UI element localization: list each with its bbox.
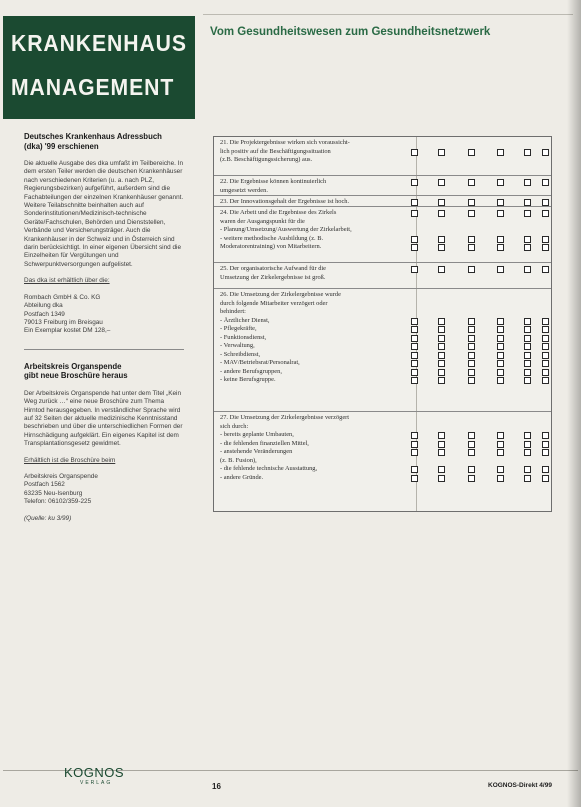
answer-checkbox[interactable]	[497, 266, 504, 273]
answer-checkbox[interactable]	[468, 266, 475, 273]
answer-checkbox[interactable]	[468, 441, 475, 448]
answer-checkbox[interactable]	[411, 326, 418, 333]
answer-checkbox[interactable]	[468, 475, 475, 482]
article1-order-label: Das dka ist erhältlich über die:	[24, 277, 110, 285]
answer-checkbox[interactable]	[411, 360, 418, 367]
question-text	[220, 209, 396, 252]
source-note: (Quelle: ku 3/99)	[24, 514, 72, 522]
answer-checkbox[interactable]	[542, 441, 549, 448]
question-row	[214, 411, 551, 512]
article1-address	[24, 294, 184, 336]
question-line: 23. Der Innovationsgehalt der Ergebnisse ist hoch.	[220, 198, 350, 205]
answer-checkbox[interactable]	[468, 432, 475, 439]
header-title: Vom Gesundheitswesen zum Gesundheitsnetzwerk	[210, 26, 491, 38]
question-line: durch folgende Mitarbeiter verzögert oder	[220, 299, 328, 307]
answer-checkbox[interactable]	[497, 335, 504, 342]
question-line: - Funktionsdienst,	[220, 333, 267, 341]
answer-checkbox[interactable]	[542, 335, 549, 342]
article2-body: Der Arbeitskreis Organspende hat unter dem Titel „Kein Weg zurück …“ eine neue Broschüre zum Thema Hirntod herausgegeben. In verständlicher Sprache wird auf 32 Seiten der aktuelle medizinische Kenntnisstand beschrieben und über die unterschiedlichen Formen der Hirnschädigung aufgeklärt. Ein eigenes Kapitel ist dem Transplantationsgesetz gewidmet.	[24, 389, 183, 448]
article2-order-label: Erhältlich ist die Broschüre beim	[24, 456, 116, 464]
answer-checkbox[interactable]	[438, 449, 445, 456]
article1-title-line1: Deutsches Krankenhaus Adressbuch	[24, 132, 162, 141]
question-line: (z.B. Beschäftigungssicherung) aus.	[220, 156, 313, 163]
answer-checkbox[interactable]	[497, 441, 504, 448]
issue-label: KOGNOS-Direkt 4/99	[488, 782, 552, 789]
question-line: Moderatorentraining) von Mitarbeitern.	[220, 243, 322, 250]
answer-checkbox[interactable]	[438, 352, 445, 359]
address-line: 79013 Freiburg im Breisgau	[24, 318, 103, 326]
question-line: 27. Die Umsetzung der Zirkelergebnisse verzögert	[220, 414, 350, 421]
answer-checkbox[interactable]	[468, 318, 475, 325]
answer-checkbox[interactable]	[411, 475, 418, 482]
answer-checkbox[interactable]	[542, 475, 549, 482]
answer-checkbox[interactable]	[542, 266, 549, 273]
answer-checkbox[interactable]	[542, 210, 549, 217]
answer-checkbox[interactable]	[497, 343, 504, 350]
question-text	[220, 291, 396, 385]
phone-line: Telefon: 06102/359-225	[24, 498, 92, 506]
question-line: - weitere methodische Ausbildung (z. B.	[220, 234, 324, 242]
answer-checkbox[interactable]	[542, 369, 549, 376]
question-line: waren der Ausgangspunkt für die	[220, 217, 305, 225]
answer-checkbox[interactable]	[524, 466, 531, 473]
header-rule	[203, 14, 573, 15]
question-text	[220, 139, 396, 165]
answer-checkbox[interactable]	[497, 377, 504, 384]
publisher-logo-sub: VERLAG	[80, 780, 113, 786]
answer-checkbox[interactable]	[542, 326, 549, 333]
page-number: 16	[212, 782, 221, 791]
address-line: Arbeitskreis Organspende	[24, 472, 98, 480]
article1-body: Die aktuelle Ausgabe des dka umfaßt im Teilbereiche. In dem ersten Teiler werden die deutschen Krankenhäuser nach verschiedenen Kriterien (u. a. nach PLZ, Regierungsbezirken) aufgeführt, außerdem sind die Fachabteilungen der einzelnen Krankenhäuser genannt. Weitere Teilabschnitte beinhalten auch auf Sonderinstitutionen/Medizinisch-technische Geräte/Fachschulen, Behörden und Dienststellen, Verbände und Versicherungsträger. Auch die Krankenhäuser in der Schweiz und in Österreich sind darin berücksichtigt. In einer eigenen Übersicht sind die Einzelheiten für Vergütungen und Schwerpunktversorgungen aufgelistet.	[24, 160, 184, 268]
answer-checkbox[interactable]	[524, 199, 531, 206]
address-line: Abteilung dka	[24, 302, 63, 310]
answer-checkbox[interactable]	[438, 432, 445, 439]
answer-checkbox[interactable]	[497, 318, 504, 325]
article2-address	[24, 473, 184, 507]
question-row	[214, 288, 551, 412]
answer-checkbox[interactable]	[497, 466, 504, 473]
answer-checkbox[interactable]	[497, 360, 504, 367]
answer-checkbox[interactable]	[468, 236, 475, 243]
answer-checkbox[interactable]	[524, 326, 531, 333]
question-text	[220, 265, 396, 282]
question-line: 22. Die Ergebnisse können kontinuierlich	[220, 178, 327, 185]
answer-checkbox[interactable]	[438, 236, 445, 243]
question-line: - bereits geplante Umbauten,	[220, 431, 294, 438]
answer-checkbox[interactable]	[497, 236, 504, 243]
answer-checkbox[interactable]	[468, 352, 475, 359]
answer-checkbox[interactable]	[542, 199, 549, 206]
answer-checkbox[interactable]	[411, 149, 418, 156]
answer-checkbox[interactable]	[438, 343, 445, 350]
answer-checkbox[interactable]	[497, 199, 504, 206]
left-column	[24, 132, 184, 523]
answer-checkbox[interactable]	[524, 236, 531, 243]
article1-title	[24, 132, 184, 151]
answer-checkbox[interactable]	[411, 179, 418, 186]
answer-checkbox[interactable]	[411, 377, 418, 384]
answer-checkbox[interactable]	[468, 343, 475, 350]
question-text	[220, 178, 396, 195]
answer-checkbox[interactable]	[497, 210, 504, 217]
answer-checkbox[interactable]	[524, 179, 531, 186]
answer-checkbox[interactable]	[542, 360, 549, 367]
question-row	[214, 262, 551, 289]
question-line: behindert:	[220, 308, 246, 315]
article1-title-line2: (dka) '99 erschienen	[24, 141, 99, 151]
answer-checkbox[interactable]	[438, 335, 445, 342]
answer-checkbox[interactable]	[438, 318, 445, 325]
answer-checkbox[interactable]	[524, 210, 531, 217]
question-line: - andere Gründe.	[220, 473, 264, 481]
answer-checkbox[interactable]	[524, 318, 531, 325]
answer-checkbox[interactable]	[411, 318, 418, 325]
question-line: - die fehlenden finanziellen Mittel,	[220, 439, 309, 447]
question-line: - keine Berufsgruppe.	[220, 376, 276, 383]
answer-checkbox[interactable]	[468, 179, 475, 186]
answer-checkbox[interactable]	[468, 244, 475, 251]
address-line: Postfach 1349	[24, 310, 65, 318]
address-line: 63235 Neu-Isenburg	[24, 489, 83, 497]
answer-checkbox[interactable]	[524, 244, 531, 251]
answer-checkbox[interactable]	[411, 199, 418, 206]
price-line: Ein Exemplar kostet DM 128,–	[24, 327, 111, 335]
question-line: sich durch:	[220, 422, 249, 430]
answer-checkbox[interactable]	[497, 449, 504, 456]
answer-checkbox[interactable]	[497, 326, 504, 333]
answer-checkbox[interactable]	[542, 377, 549, 384]
answer-checkbox[interactable]	[524, 449, 531, 456]
answer-checkbox[interactable]	[497, 475, 504, 482]
address-line: Postfach 1562	[24, 481, 65, 489]
answer-checkbox[interactable]	[411, 369, 418, 376]
answer-checkbox[interactable]	[411, 343, 418, 350]
question-line: - anstehende Veränderungen	[220, 448, 293, 455]
question-line: - Pflegekräfte,	[220, 325, 257, 332]
answer-checkbox[interactable]	[438, 369, 445, 376]
answer-checkbox[interactable]	[468, 326, 475, 333]
answer-checkbox[interactable]	[438, 266, 445, 273]
question-text	[220, 414, 396, 482]
publisher-logo: KOGNOS	[64, 765, 125, 780]
question-line: 25. Der organisatorische Aufwand für die	[220, 265, 327, 272]
article2-title	[24, 362, 184, 381]
answer-checkbox[interactable]	[468, 335, 475, 342]
answer-checkbox[interactable]	[411, 432, 418, 439]
answer-checkbox[interactable]	[438, 244, 445, 251]
answer-checkbox[interactable]	[524, 441, 531, 448]
answer-checkbox[interactable]	[524, 369, 531, 376]
answer-checkbox[interactable]	[468, 377, 475, 384]
article-separator	[24, 349, 184, 350]
answer-checkbox[interactable]	[468, 466, 475, 473]
answer-checkbox[interactable]	[542, 236, 549, 243]
answer-checkbox[interactable]	[542, 318, 549, 325]
question-line: 24. Die Arbeit und die Ergebnisse des Zirkels	[220, 209, 337, 216]
answer-checkbox[interactable]	[542, 149, 549, 156]
answer-checkbox[interactable]	[468, 369, 475, 376]
answer-checkbox[interactable]	[497, 432, 504, 439]
answer-checkbox[interactable]	[468, 149, 475, 156]
question-row	[214, 137, 551, 175]
question-line: - die fehlende technische Ausstattung,	[220, 465, 318, 472]
answer-checkbox[interactable]	[438, 149, 445, 156]
questionnaire-table	[213, 136, 552, 512]
answer-checkbox[interactable]	[542, 449, 549, 456]
answer-checkbox[interactable]	[524, 149, 531, 156]
question-line: (z. B. Fusion),	[220, 456, 257, 464]
question-row	[214, 175, 551, 196]
answer-checkbox[interactable]	[438, 377, 445, 384]
article2-title-line1: Arbeitskreis Organspende	[24, 361, 122, 371]
answer-checkbox[interactable]	[524, 360, 531, 367]
answer-checkbox[interactable]	[411, 210, 418, 217]
answer-checkbox[interactable]	[497, 369, 504, 376]
answer-checkbox[interactable]	[468, 360, 475, 367]
answer-checkbox[interactable]	[411, 236, 418, 243]
answer-checkbox[interactable]	[438, 441, 445, 448]
answer-checkbox[interactable]	[468, 449, 475, 456]
answer-checkbox[interactable]	[542, 466, 549, 473]
question-line: - Verwaltung,	[220, 342, 255, 349]
answer-checkbox[interactable]	[468, 199, 475, 206]
answer-checkbox[interactable]	[411, 244, 418, 251]
question-line: Umsetzung der Zirkelergebnisse ist groß.	[220, 273, 326, 281]
answer-checkbox[interactable]	[411, 266, 418, 273]
question-line: - Planung/Umsetzung/Auswertung der Zirkelarbeit,	[220, 226, 352, 233]
question-line: - andere Berufsgruppen,	[220, 367, 282, 375]
answer-checkbox[interactable]	[497, 352, 504, 359]
answer-checkbox[interactable]	[524, 343, 531, 350]
answer-checkbox[interactable]	[542, 352, 549, 359]
answer-checkbox[interactable]	[542, 432, 549, 439]
answer-checkbox[interactable]	[524, 475, 531, 482]
answer-checkbox[interactable]	[542, 179, 549, 186]
question-line: - MAV/Betriebsrat/Personalrat,	[220, 359, 300, 366]
answer-checkbox[interactable]	[411, 335, 418, 342]
answer-checkbox[interactable]	[411, 352, 418, 359]
answer-checkbox[interactable]	[411, 449, 418, 456]
address-line: Rombach GmbH & Co. KG	[24, 293, 101, 301]
answer-checkbox[interactable]	[438, 210, 445, 217]
page-shadow	[567, 0, 581, 807]
question-line: umgesetzt werden.	[220, 186, 268, 194]
question-line: - Ärztlicher Dienst,	[220, 316, 270, 324]
article2-title-line2: gibt neue Broschüre heraus	[24, 371, 128, 381]
answer-checkbox[interactable]	[524, 335, 531, 342]
answer-checkbox[interactable]	[524, 377, 531, 384]
answer-checkbox[interactable]	[468, 210, 475, 217]
answer-checkbox[interactable]	[542, 244, 549, 251]
question-row	[214, 206, 551, 263]
answer-checkbox[interactable]	[524, 266, 531, 273]
question-line: 21. Die Projektergebnisse wirken sich voraussicht-	[220, 139, 350, 146]
question-line: - Schreibdienst,	[220, 350, 261, 358]
answer-checkbox[interactable]	[524, 432, 531, 439]
answer-checkbox[interactable]	[542, 343, 549, 350]
answer-checkbox[interactable]	[411, 441, 418, 448]
answer-checkbox[interactable]	[438, 326, 445, 333]
masthead-line1: KRANKENHAUS	[11, 30, 187, 56]
answer-checkbox[interactable]	[497, 244, 504, 251]
answer-checkbox[interactable]	[497, 179, 504, 186]
answer-checkbox[interactable]	[524, 352, 531, 359]
answer-checkbox[interactable]	[438, 179, 445, 186]
answer-checkbox[interactable]	[438, 466, 445, 473]
masthead-line2: MANAGEMENT	[11, 74, 175, 100]
answer-checkbox[interactable]	[438, 199, 445, 206]
answer-checkbox[interactable]	[411, 466, 418, 473]
answer-checkbox[interactable]	[438, 360, 445, 367]
masthead	[3, 16, 195, 119]
question-line: 26. Die Umsetzung der Zirkelergebnisse wurde	[220, 291, 341, 298]
question-line: lich positiv auf die Beschäftigungssituation	[220, 147, 331, 155]
answer-checkbox[interactable]	[497, 149, 504, 156]
answer-checkbox[interactable]	[438, 475, 445, 482]
